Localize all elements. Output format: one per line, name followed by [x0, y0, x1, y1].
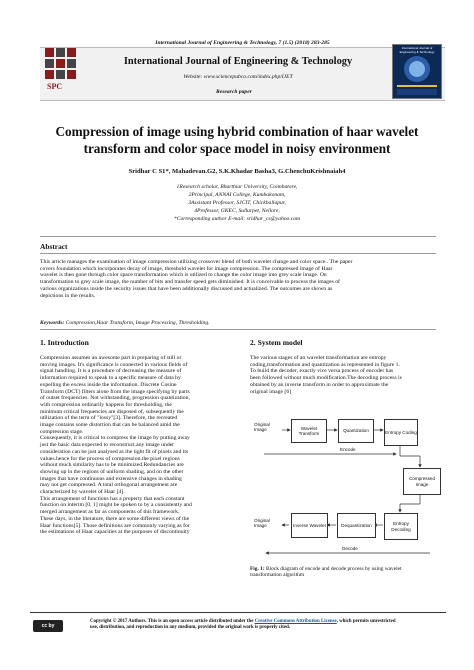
abstract-heading: Abstract: [40, 242, 68, 251]
intro-line: minimum critical frequencies are disposed of, subsequently the: [40, 408, 184, 415]
author-list: Sridhar C S1*, Mahadevan.G2, S.K.Khadar Basha3, G.ChenchuKrishnaiah4: [128, 168, 346, 175]
affiliation-3: 3Assistant Professor, SJCIT, Chickballapur,: [188, 200, 286, 206]
journal-citation: International Journal of Engineering & Technology, 7 (1.5) (2018) 283-285: [155, 40, 330, 46]
journal-name: International Journal of Engineering & Technology: [123, 56, 353, 67]
diagram-original-image-top: Original Image: [254, 422, 270, 433]
footer-rule: [30, 612, 446, 613]
intro-line: characterized by wavelet of Haar [4].: [40, 489, 125, 496]
keywords-label: Keywords:: [40, 320, 65, 326]
abstract-line: wavelet is then gone through color space transformation which is utilized to change the color image into grey scale image. On: [40, 272, 327, 279]
publisher-logo-text: SPC: [47, 82, 63, 91]
system-model-line: original image [6]: [250, 388, 292, 395]
figure-caption-line-2: transformation algorithm: [250, 572, 305, 579]
section-1-heading: 1. Introduction: [40, 338, 89, 347]
intro-line: moving images. It's significance is connected in various fields of: [40, 361, 188, 368]
keywords: [40, 320, 436, 326]
footer-line-1-post: , which permits unrestricted: [336, 619, 396, 624]
diagram-encode-label: Encode: [340, 447, 356, 452]
intro-line: information required to speak to a specific measure of data by: [40, 375, 181, 382]
diagram-inverse-wavelet: Inverse Wavelet: [291, 513, 328, 538]
intro-line: function on interim [0, 1] might be spoken to by a consistently and: [40, 502, 192, 509]
intro-line: images that have continuous and extensive changes in shading: [40, 475, 182, 482]
license-link[interactable]: Creative Commons Attribution License: [254, 619, 337, 624]
diagram-entropy-decoding: Entropy Decoding: [384, 513, 418, 540]
intro-line: image contains some distortion that can be balanced amid the: [40, 422, 180, 429]
cc-license-badge[interactable]: [33, 620, 63, 632]
system-model-line: been followed without much modification.The decoding process is: [250, 375, 402, 382]
block-diagram: [250, 412, 445, 567]
paper-type: Research paper: [216, 89, 252, 95]
intro-line: This arrangement of functions has a property that each constant: [40, 495, 185, 502]
journal-cover-image: [392, 44, 442, 99]
section-2-body: [250, 355, 442, 395]
abstract-line: This article manages the examination of image compression utilizing crossover blend of both wavelet change and color space.. The paper: [40, 259, 353, 265]
affiliation-1: 1Research scholar, Bharthiar University, Coimbatore,: [176, 184, 298, 190]
system-model-line: The various stages of an wavelet transformation are entropy: [250, 355, 387, 361]
intro-line: showing up in the regions of uniform shading, and on the other: [40, 468, 184, 475]
corresponding-author: *Corresponding author E-mail: sridhar_cs@yahoo.com: [173, 216, 301, 222]
keywords-text: Compression,Haar Transform, Image Processing, Thresholding.: [64, 320, 210, 326]
footer-copyright: [90, 619, 450, 631]
abstract-body: [40, 259, 436, 299]
intro-line: with compression ordinarily happens for thresholding, the: [40, 401, 172, 408]
section-2-heading: 2. System model: [250, 338, 303, 347]
intro-line: utilization of the term of "lossy"[3]. Therefore, the recreated: [40, 415, 178, 422]
abstract-top-rule: [40, 236, 436, 237]
abstract-line: covers foundation which incorporates decay of image, threshold wavelet for image compression. The compressed image of Haar: [40, 265, 333, 272]
intro-line: values.hence for the process of compression.the pixel regions: [40, 455, 180, 462]
paper-title-line-2: transform and color space model in noisy environment: [83, 141, 391, 156]
diagram-original-image-bottom: Original Image: [254, 518, 270, 529]
intro-line: Haar functions[5]. Those definitions are commonly varying as for: [40, 522, 190, 529]
cc-badge-text: cc by: [41, 623, 55, 629]
intro-line: merged arrangement as far as components of this framework.: [40, 509, 180, 516]
intro-line: compression stage.: [40, 428, 84, 435]
intro-line: expelling the excess inside the information. Discrete Cosine: [40, 381, 177, 388]
intro-line: Transform (DCT) filters alone from the image specifying by parts: [40, 388, 190, 395]
system-model-line: To build the decoder, exactly vice versa process of encoder has: [250, 368, 394, 375]
intro-line: signal handling. It is a procedure of decreasing the measure of: [40, 368, 182, 375]
intro-line: These days, in the literature, there are some different views of the: [40, 515, 190, 522]
diagram-entropy-coding: Entropy Coding: [384, 419, 418, 446]
system-model-line: obtained by an inverse transform in order to approximate the: [250, 381, 389, 388]
footer-line-2: use, distribution, and reproduction in any medium, provided the original work is properly cited.: [90, 625, 291, 630]
abstract-line: various organizations inside the security issues that have been additionally discussed and actualized. The outcomes are shown as: [40, 285, 333, 292]
section-1-body: [40, 355, 235, 536]
intro-line: the estimations of Haar capacities at the purposes of discontinuity: [40, 529, 190, 536]
diagram-decode-label: Decode: [342, 546, 358, 551]
diagram-wavelet-transform: Wavelet Transform: [291, 419, 327, 443]
figure-caption: [250, 566, 442, 579]
intro-line: Consequently, it is critical to compress the image by putting away: [40, 435, 190, 442]
paper-title-line-1: Compression of image using hybrid combination of haar wavelet: [55, 124, 419, 139]
abstract-heading-rule: [40, 253, 436, 254]
intro-line: without much similarity has to be minimized.Redundancies are: [40, 462, 184, 469]
diagram-quantization: Quantization: [338, 419, 374, 443]
figure-caption-label: Fig. 1:: [250, 566, 265, 572]
figure-caption-text: Block diagram of encode and decode process by using wavelet: [264, 566, 402, 572]
publisher-logo: [40, 46, 84, 96]
intro-line: consideration can be just analysed as the tight fit of pixels and its: [40, 448, 189, 455]
footer-line-1-pre: Copyright © 2017 Authors. This is an open access article distributed under the: [90, 619, 255, 624]
diagram-dequantization: Dequantization: [337, 513, 376, 538]
intro-line: just the basic data expected to reconstruct.any image under: [40, 442, 175, 449]
system-model-line: coding,transformation and quantization as represented in figure 1.: [250, 361, 400, 368]
cover-title: International Journal of Engineering & Technology: [399, 46, 435, 54]
abstract-line: transformation to grey scale image, the number of bits and transfer speed gets diminished. It is conceivable to process the images of: [40, 279, 340, 286]
abstract-line: depictions in the results.: [40, 292, 96, 299]
intro-line: of outset frequencies. Not withstanding, progression quantization,: [40, 395, 190, 402]
diagram-compressed-image: Compressed Image: [403, 468, 441, 495]
affiliation-2: 2Principal, ANNAI College, Kumbakonam,: [188, 192, 286, 198]
affiliation-4: 4Professor, GKEC, Sullurpet, Nellore,: [194, 208, 280, 214]
journal-website: Website: www.sciencepubco.com/index.php/IJET: [183, 74, 293, 80]
keywords-rule: [40, 329, 436, 330]
intro-line: may not get compressed. A total orthogonal arrangement are: [40, 482, 178, 489]
intro-line: Compression assumes an awesome part in preparing of still or: [40, 355, 182, 361]
